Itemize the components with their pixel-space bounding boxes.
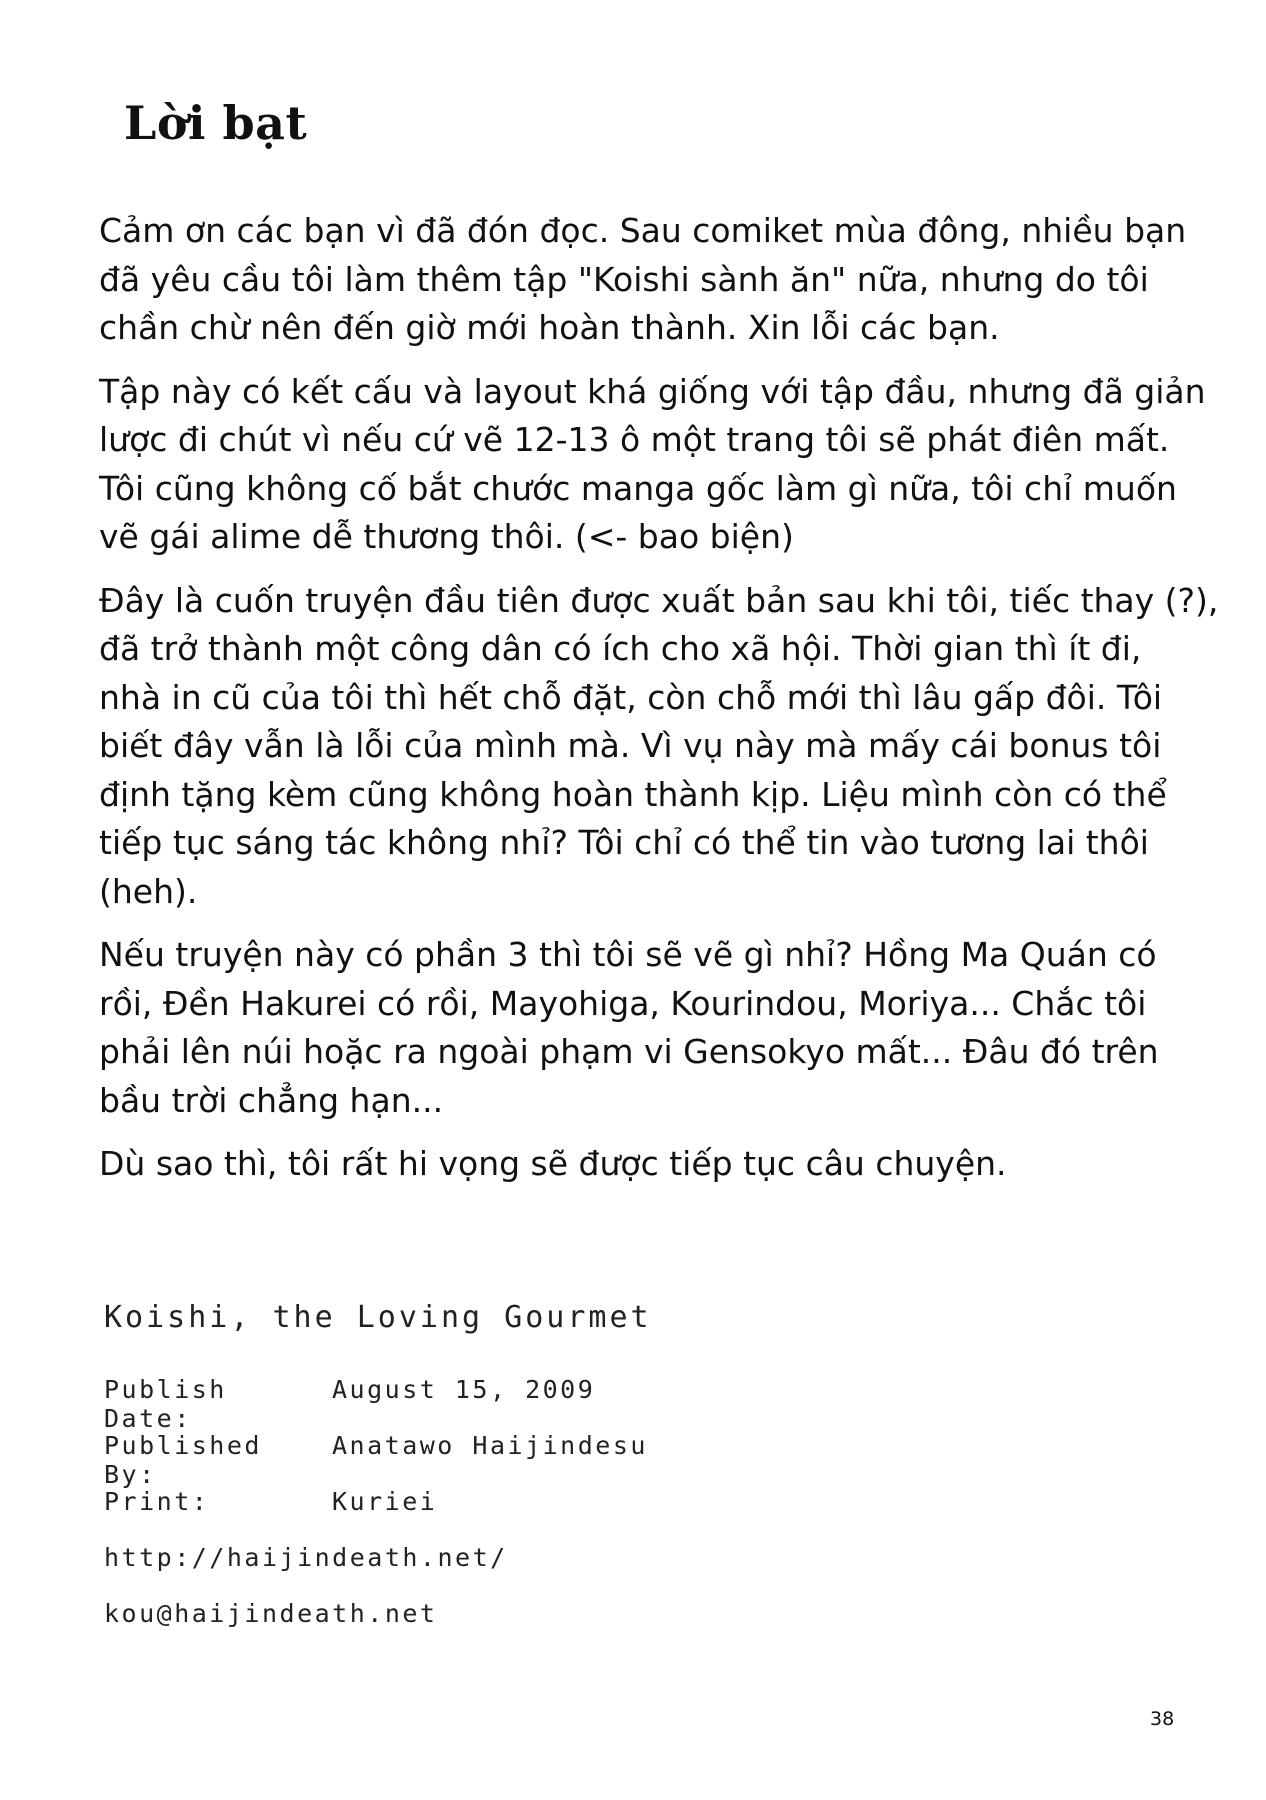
text-line: vẽ gái alime dễ thương thôi. (<- bao biện)	[99, 517, 794, 556]
text-line: Tôi cũng không cố bắt chước manga gốc làm gì nữa, tôi chỉ muốn	[99, 468, 1177, 508]
paragraph	[99, 207, 1187, 353]
paragraph	[99, 931, 1179, 1125]
paragraph	[99, 1140, 1179, 1189]
print-value: Kuriei	[332, 1487, 438, 1516]
text-line: Cảm ơn các bạn vì đã đón đọc. Sau comiket mùa đông, nhiều bạn	[99, 211, 1187, 250]
text-line: rồi, Đền Hakurei có rồi, Mayohiga, Kourindou, Moriya... Chắc tôi	[99, 983, 1147, 1023]
colophon	[104, 1300, 652, 1655]
page-heading: Lời bạt	[124, 96, 308, 150]
book-title: Koishi, the Loving Gourmet	[104, 1300, 652, 1335]
text-line: (heh).	[99, 871, 198, 911]
text-line: đã yêu cầu tôi làm thêm tập "Koishi sành ăn" nữa, nhưng do tôi	[99, 259, 1149, 299]
text-line: tiếp tục sáng tác không nhỉ? Tôi chỉ có thể tin vào tương lai thôi	[99, 823, 1149, 862]
text-line: định tặng kèm cũng không hoàn thành kịp. Liệu mình còn có thể	[99, 774, 1167, 814]
published-by-value: Anatawo Haijindesu	[332, 1431, 648, 1460]
text-line: biết đây vẫn là lỗi của mình mà. Vì vụ này mà mấy cái bonus tôi	[99, 726, 1162, 765]
publish-date-row	[104, 1375, 652, 1431]
text-line: lược đi chút vì nếu cứ vẽ 12-13 ô một trang tôi sẽ phát điên mất.	[99, 420, 1170, 459]
page-number: 38	[1150, 1708, 1175, 1730]
print-label: Print:	[104, 1487, 210, 1516]
text-line: phải lên núi hoặc ra ngoài phạm vi Gensokyo mất... Đâu đó trên	[99, 1032, 1159, 1071]
text-line: Nếu truyện này có phần 3 thì tôi sẽ vẽ gì nhỉ? Hồng Ma Quán có	[99, 935, 1157, 974]
text-line: Đây là cuốn truyện đầu tiên được xuất bản sau khi tôi, tiếc thay (?),	[99, 580, 1219, 620]
website-url: http://haijindeath.net/	[104, 1543, 508, 1572]
text-line: Tập này có kết cấu và layout khá giống với tập đầu, nhưng đã giản	[99, 371, 1206, 411]
publish-date-label: Publish Date:	[104, 1375, 227, 1433]
text-line: Dù sao thì, tôi rất hi vọng sẽ được tiếp tục câu chuyện.	[99, 1144, 1007, 1183]
contact-email: kou@haijindeath.net	[104, 1599, 438, 1628]
text-line: bầu trời chẳng hạn...	[99, 1080, 444, 1120]
afterword-body	[99, 207, 1219, 1204]
paragraph	[99, 368, 1206, 562]
print-row	[104, 1487, 652, 1543]
paragraph	[99, 577, 1219, 917]
published-by-label: Published By:	[104, 1431, 262, 1489]
published-by-row	[104, 1431, 652, 1487]
text-line: nhà in cũ của tôi thì hết chỗ đặt, còn chỗ mới thì lâu gấp đôi. Tôi	[99, 677, 1163, 717]
text-line: chần chừ nên đến giờ mới hoàn thành. Xin lỗi các bạn.	[99, 308, 1000, 347]
text-line: đã trở thành một công dân có ích cho xã hội. Thời gian thì ít đi,	[99, 629, 1142, 668]
publish-date-value: August 15, 2009	[332, 1375, 596, 1404]
